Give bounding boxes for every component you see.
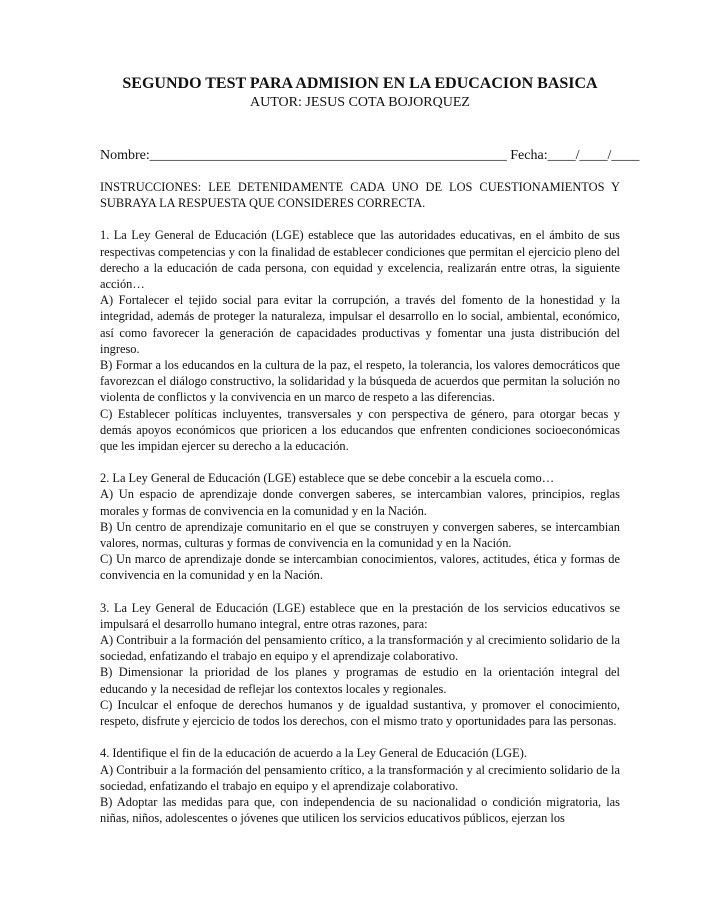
document-author: AUTOR: JESUS COTA BOJORQUEZ [250,95,470,110]
question-text: 1. La Ley General de Educación (LGE) establece que las autoridades educativas, en el ámbito de sus respectivas competencias y con la finalidad de establecer condiciones que permitan el ejercicio pleno del derecho a la educación de cada persona, con equidad y excelencia, realizarán entre otras, la siguiente acción… [100,228,620,292]
option-a: A) Fortalecer el tejido social para evitar la corrupción, a través del fomento de la honestidad y la integridad, además de proteger la naturaleza, impulsar el desarrollo en lo social, ambiental, económico, así como favorecer la generación de capacidades productivas y fomentar una justa distribución del ingreso. [100,293,620,356]
question-1 [100,227,620,454]
option-a: A) Contribuir a la formación del pensamiento crítico, a la transformación y al crecimiento solidario de la sociedad, enfatizando el trabajo en equipo y el aprendizaje colaborativo. [100,762,620,793]
option-c: C) Establecer políticas incluyentes, transversales y con perspectiva de género, para otorgar becas y demás apoyos económicos que prioricen a los educandos que enfrenten condiciones socioeconómicas que les impidan ejercer su derecho a la educación. [100,406,620,454]
name-date-line: Nombre:___________________________________________________ Fecha:____/____/____ [100,148,640,163]
question-4 [100,745,620,826]
question-text: 3. La Ley General de Educación (LGE) establece que en la prestación de los servicios educativos se impulsará el desarrollo humano integral, entre otras razones, para: [100,600,620,631]
document-title: SEGUNDO TEST PARA ADMISION EN LA EDUCACION BASICA [122,75,598,92]
option-c: C) Inculcar el enfoque de derechos humanos y de igualdad sustantiva, y promover el conocimiento, respeto, disfrute y ejercicio de todos los derechos, con el mismo trato y oportunidades para las personas. [100,697,620,729]
option-a: A) Un espacio de aprendizaje donde convergen saberes, se intercambian valores, principios, reglas morales y formas de convivencia en la comunidad y en la Nación. [100,487,620,518]
instructions: INSTRUCCIONES: LEE DETENIDAMENTE CADA UNO DE LOS CUESTIONAMIENTOS Y SUBRAYA LA RESPUESTA QUE CONSIDERES CORRECTA. [100,180,620,211]
question-2 [100,470,620,583]
option-b: B) Dimensionar la prioridad de los planes y programas de estudio en la orientación integral del educando y la necesidad de reflejar los contextos locales y regionales. [100,665,620,696]
option-c: C) Un marco de aprendizaje donde se intercambian conocimientos, valores, actitudes, ética y formas de convivencia en la comunidad y en la Nación. [100,552,620,583]
question-text: 4. Identifique el fin de la educación de acuerdo a la Ley General de Educación (LGE). [100,746,527,761]
option-b: B) Adoptar las medidas para que, con independencia de su nacionalidad o condición migratoria, las niñas, niños, adolescentes o jóvenes que utilicen los servicios educativos públicos, ejerzan los [100,794,620,826]
question-3 [100,600,620,730]
question-text: 2. La Ley General de Educación (LGE) establece que se debe concebir a la escuela como… [100,471,555,486]
option-b: B) Formar a los educandos en la cultura de la paz, el respeto, la tolerancia, los valores democráticos que favorezcan el diálogo constructivo, la solidaridad y la búsqueda de acuerdos que permitan la solución no violenta de conflictos y la convivencia en un marco de respeto a las diferencias. [100,358,620,405]
option-a: A) Contribuir a la formación del pensamiento crítico, a la transformación y al crecimiento solidario de la sociedad, enfatizando el trabajo en equipo y el aprendizaje colaborativo. [100,633,620,664]
option-b: B) Un centro de aprendizaje comunitario en el que se construyen y convergen saberes, se intercambian valores, normas, culturas y formas de convivencia en la comunidad y en la Nación. [100,519,620,551]
